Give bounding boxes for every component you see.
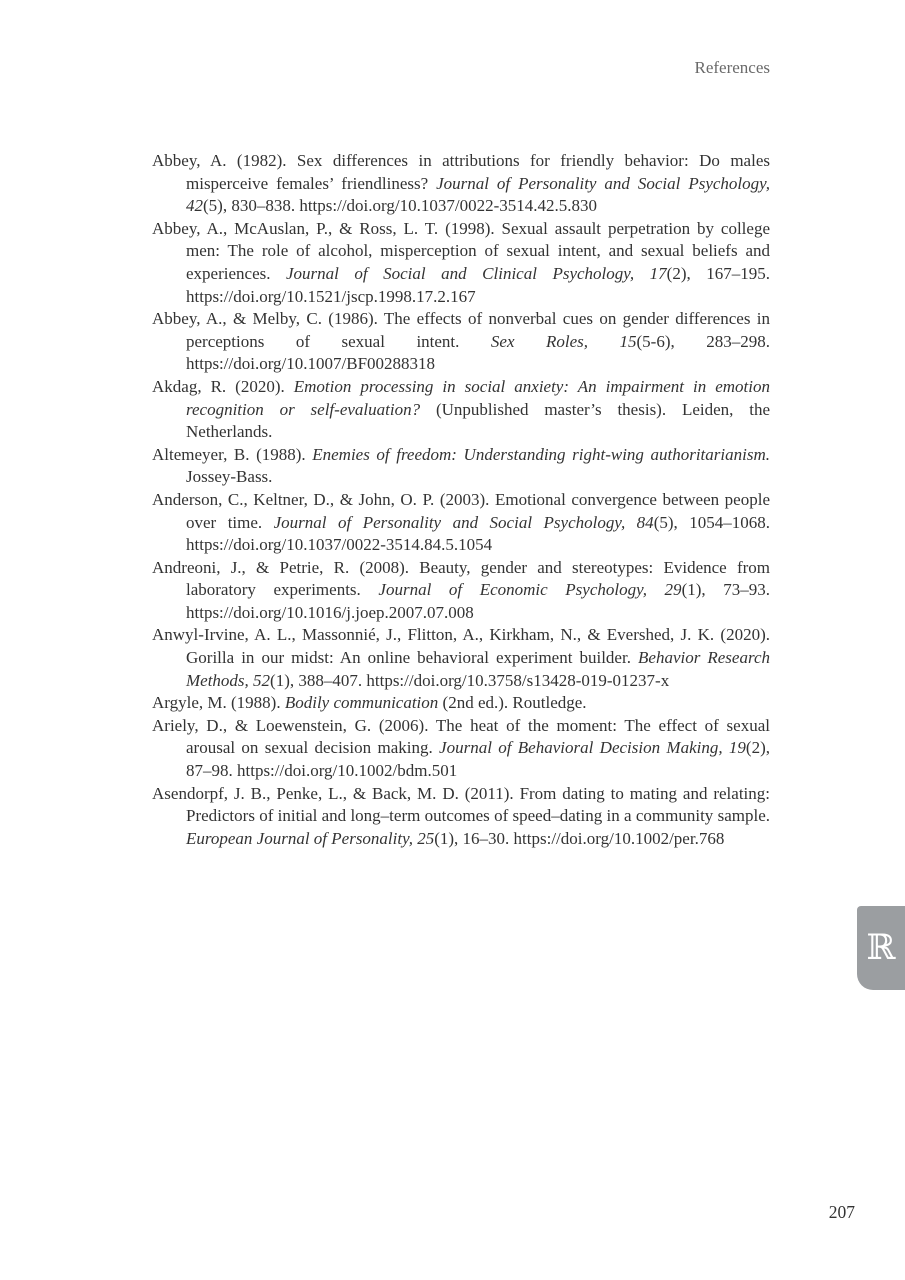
chapter-thumb-tab	[857, 906, 905, 990]
reference-segment: Akdag, R. (2020).	[152, 376, 294, 396]
reference-entry	[152, 692, 770, 715]
reference-segment: Altemeyer, B. (1988).	[152, 444, 313, 464]
reference-segment-italic: Sex Roles, 15	[490, 331, 637, 351]
reference-segment-italic: Enemies of freedom: Understanding right-wing authoritarianism.	[312, 444, 770, 464]
reference-entry	[152, 444, 770, 489]
reference-segment: Abbey, A., McAuslan, P., & Ross, L. T. (1998). Sexual assault perpetration by college men: The role of alcohol, misperception of sexual intent, and sexual beliefs and experiences.	[152, 218, 770, 283]
reference-segment-italic: Journal of Behavioral Decision Making, 19	[439, 738, 746, 758]
reference-entry	[152, 624, 770, 692]
reference-segment: Ariely, D., & Loewenstein, G. (2006). The heat of the moment: The effect of sexual arousal on sexual decision making.	[152, 715, 770, 758]
reference-segment: (2nd ed.). Routledge.	[438, 693, 587, 713]
reference-entry	[152, 783, 770, 851]
reference-segment: (2), 87–98. https://doi.org/10.1002/bdm.501	[186, 738, 770, 781]
reference-segment: (1), 388–407. https://doi.org/10.3758/s13428-019-01237-x	[270, 670, 670, 690]
reference-entry	[152, 150, 770, 218]
running-header: References	[694, 58, 770, 77]
reference-segment: (2), 167–195. https://doi.org/10.1521/jscp.1998.17.2.167	[186, 263, 770, 306]
reference-segment: Anwyl-Irvine, A. L., Massonnié, J., Flitton, A., Kirkham, N., & Evershed, J. K. (2020). Gorilla in our midst: An online behavioral experiment builder.	[152, 625, 770, 668]
reference-entry	[152, 308, 770, 376]
reference-segment: Asendorpf, J. B., Penke, L., & Back, M. D. (2011). From dating to mating and relating: Predictors of initial and long–term outcomes of speed–dating in a community sample.	[152, 783, 770, 826]
reference-entry	[152, 218, 770, 308]
reference-segment-italic: Journal of Economic Psychology, 29	[378, 580, 682, 600]
reference-segment-italic: Emotion processing in social anxiety: An impairment in emotion recognition or self-evaluation?	[186, 376, 770, 419]
chapter-tab-letter: ℝ	[866, 928, 896, 968]
reference-segment: (1), 73–93. https://doi.org/10.1016/j.joep.2007.07.008	[186, 580, 770, 622]
reference-segment: Abbey, A. (1982). Sex differences in attributions for friendly behavior: Do males misperceive females’ friendliness?	[152, 151, 770, 193]
reference-segment-italic: Journal of Personality and Social Psychology, 42	[186, 173, 770, 216]
reference-segment-italic: European Journal of Personality, 25	[186, 828, 435, 848]
reference-segment: (5-6), 283–298. https://doi.org/10.1007/BF00288318	[186, 331, 770, 374]
reference-entry	[152, 557, 770, 625]
reference-segment: (5), 1054–1068. https://doi.org/10.1037/0022-3514.84.5.1054	[186, 512, 770, 555]
reference-segment: Andreoni, J., & Petrie, R. (2008). Beauty, gender and stereotypes: Evidence from laboratory experiments.	[152, 557, 770, 600]
reference-segment-italic: Bodily communication	[284, 693, 439, 713]
reference-segment: Anderson, C., Keltner, D., & John, O. P. (2003). Emotional convergence between people over time.	[152, 489, 770, 532]
reference-entry	[152, 715, 770, 783]
reference-segment: Argyle, M. (1988).	[152, 693, 285, 713]
references-list	[152, 150, 770, 850]
reference-entry	[152, 376, 770, 444]
reference-segment: Abbey, A., & Melby, C. (1986). The effects of nonverbal cues on gender differences in perceptions of sexual intent.	[152, 309, 770, 351]
page-number: 207	[828, 1202, 855, 1222]
reference-segment: (5), 830–838. https://doi.org/10.1037/0022-3514.42.5.830	[203, 196, 597, 216]
reference-segment-italic: Journal of Personality and Social Psychology, 84	[273, 512, 654, 532]
reference-segment: (1), 16–30. https://doi.org/10.1002/per.768	[434, 828, 725, 848]
reference-entry	[152, 489, 770, 557]
reference-segment: Jossey-Bass.	[186, 467, 273, 487]
reference-segment: (Unpublished master’s thesis). Leiden, the Netherlands.	[186, 399, 771, 442]
reference-segment-italic: Behavior Research Methods, 52	[186, 648, 771, 690]
reference-segment-italic: Journal of Social and Clinical Psychology, 17	[286, 263, 667, 283]
